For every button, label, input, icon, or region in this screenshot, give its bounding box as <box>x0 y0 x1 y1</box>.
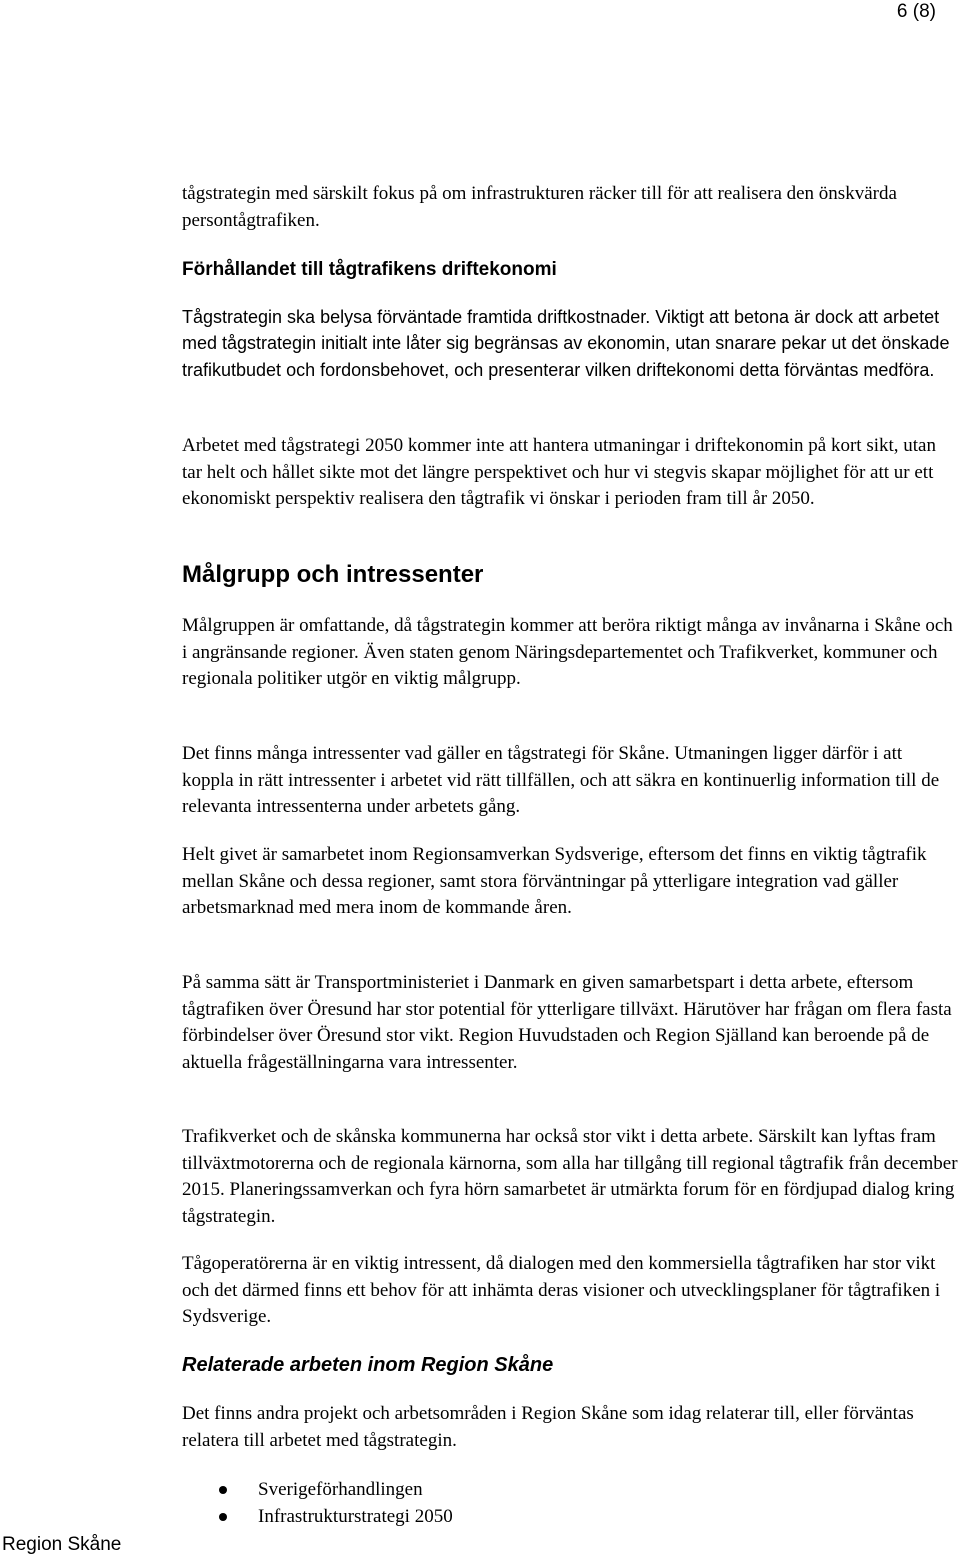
page-number: 6 (8) <box>896 1 936 22</box>
list-item <box>182 1503 958 1530</box>
heading-driftekonomi: Förhållandet till tågtrafikens driftekonomi <box>182 259 557 280</box>
paragraph-driftkostnader: Tågstrategin ska belysa förväntade framtida driftkostnader. Viktigt att betona är dock att arbetet med tågstrategin initialt inte låter sig begränsas av ekonomin, utan snarare pekar ut det önskade trafikutbudet och fordonsbehovet, och presenterar vilken driftekonomi detta förväntas medföra. <box>182 307 950 380</box>
bullet-list <box>182 1476 958 1530</box>
paragraph-regionsamverkan: Helt givet är samarbetet inom Regionsamverkan Sydsverige, eftersom det finns en viktig tågtrafik mellan Skåne och dessa regioner, samt stora förväntningar på ytterligare integration vad gäller arbetsmarknad med mera inom de kommande åren. <box>182 844 927 918</box>
bullet-icon <box>219 1486 227 1494</box>
paragraph-intressenter: Det finns många intressenter vad gäller en tågstrategi för Skåne. Utmaningen ligger därför i att koppla in rätt intressenter i arbetet vid rätt tillfällen, och att säkra en kontinuerlig information till de relevanta intressenterna under arbetets gång. <box>182 743 940 817</box>
heading-relaterade-arbeten: Relaterade arbeten inom Region Skåne <box>182 1354 554 1376</box>
paragraph-intro: tågstrategin med särskilt fokus på om infrastrukturen räcker till för att realisera den önskvärda persontågtrafiken. <box>182 183 897 231</box>
paragraph-tagoperatorer: Tågoperatörerna är en viktig intressent, då dialogen med den kommersiella tågtrafiken har stor vikt och det därmed finns ett behov för att inhämta deras visioner och utvecklingsplaner för tågtrafiken i Sydsverige. <box>182 1253 941 1327</box>
paragraph-danmark: På samma sätt är Transportministeriet i Danmark en given samarbetspart i detta arbete, eftersom tågtrafiken över Öresund har stor potential för ytterligare tillväxt. Härutöver har frågan om flera fasta förbindelser över Öresund stor vikt. Region Huvudstaden och Region Själland kan beroende på de aktuella frågeställningarna vara intressenter. <box>182 972 952 1073</box>
list-item-label: Infrastrukturstrategi 2050 <box>258 1506 453 1527</box>
list-item-label: Sverigeförhandlingen <box>258 1479 423 1500</box>
heading-malgrupp: Målgrupp och intressenter <box>182 561 484 588</box>
paragraph-malgruppen: Målgruppen är omfattande, då tågstrategin kommer att beröra riktigt många av invånarna i Skåne och i angränsande regioner. Även staten genom Näringsdepartementet och Trafikverket, kommuner och regionala politiker utgör en viktig målgrupp. <box>182 615 953 689</box>
footer-region-skane: Region Skåne <box>2 1534 122 1555</box>
list-item <box>182 1476 958 1503</box>
paragraph-relaterade: Det finns andra projekt och arbetsområden i Region Skåne som idag relaterar till, eller förväntas relatera till arbetet med tågstrategin. <box>182 1403 914 1451</box>
paragraph-tagstrategi-2050: Arbetet med tågstrategi 2050 kommer inte att hantera utmaningar i driftekonomin på kort sikt, utan tar helt och hållet sikte mot det längre perspektivet och hur vi stegvis skapar möjlighet för att ur ett ekonomiskt perspektiv realisera den tågtrafik vi önskar i perioden fram till år 2050. <box>182 435 936 509</box>
paragraph-trafikverket: Trafikverket och de skånska kommunerna har också stor vikt i detta arbete. Särskilt kan lyftas fram tillväxtmotorerna och de regionala kärnorna, som alla har tillgång till regional tågtrafik från december 2015. Planeringssamverkan och fyra hörn samarbetet är utmärkta forum för en fördjupad dialog kring tågstrategin. <box>182 1126 958 1227</box>
bullet-icon <box>219 1513 227 1521</box>
